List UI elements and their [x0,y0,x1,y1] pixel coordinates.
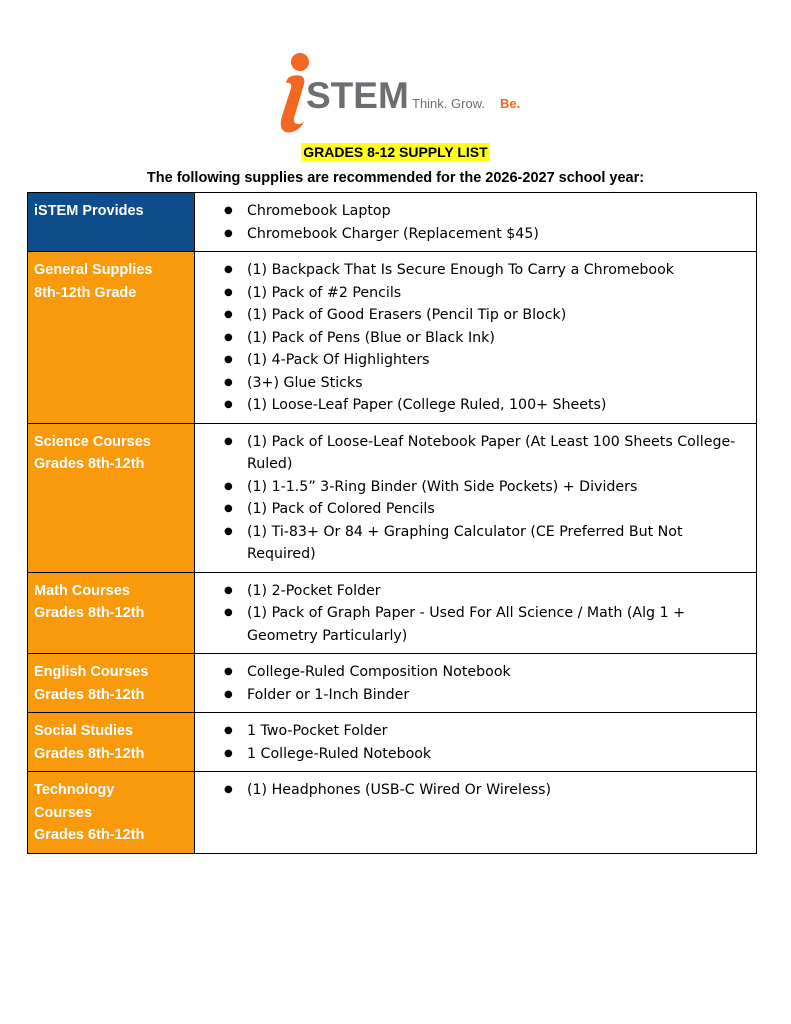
supply-item: ● Chromebook Laptop [195,200,746,223]
supply-item: ● (1) 1-1.5” 3-Ring Binder (With Side Pockets) + Dividers [195,476,746,499]
items-cell [195,423,757,572]
supply-item: ● (1) Pack of Loose-Leaf Notebook Paper (At Least 100 Sheets College-Ruled) [195,431,746,476]
supply-list [195,580,746,648]
category-cell [28,423,195,572]
supply-item: ● Folder or 1-Inch Binder [195,684,746,707]
category-label: Technology [34,782,115,798]
supply-row [28,572,757,654]
supply-item: ● (1) Headphones (USB-C Wired Or Wireless) [195,779,746,802]
supply-table-body [28,193,757,854]
logo-tagline: Think. Grow. [412,96,485,111]
supply-item: ● (1) Pack of #2 Pencils [195,282,746,305]
logo-i-dot [291,53,309,71]
supply-item: ● (1) Pack of Pens (Blue or Black Ink) [195,327,746,350]
category-cell [28,713,195,772]
items-cell [195,252,757,424]
supply-item: ● (1) Pack of Colored Pencils [195,498,746,521]
category-label: Science Courses [34,433,151,450]
supply-list [195,200,746,245]
category-cell [28,654,195,713]
category-label: iSTEM Provides [34,203,144,219]
supply-item: ● Chromebook Charger (Replacement $45) [195,223,746,246]
supply-list [195,259,746,417]
page-subtitle: The following supplies are recommended for the 2026-2027 school year: [146,170,645,186]
logo-brand-name: STEM [306,75,409,116]
supply-row [28,772,757,854]
items-cell [195,713,757,772]
items-cell [195,572,757,654]
logo-i-swoosh [281,75,305,132]
istem-logo-graphic [278,52,528,136]
supply-row [28,713,757,772]
category-label: Math Courses [34,582,130,599]
supply-row [28,423,757,572]
supply-item: ● (1) Pack of Good Erasers (Pencil Tip or Block) [195,304,746,327]
items-cell [195,654,757,713]
category-cell [28,252,195,424]
category-label: Social Studies [34,723,134,739]
category-label: Grades 6th-12th [34,827,145,843]
category-label: Grades 8th-12th [34,745,145,762]
category-label: Grades 8th-12th [34,605,145,621]
supply-item: ● 1 College-Ruled Notebook [195,743,746,766]
category-label: Grades 8th-12th [34,456,145,472]
page-title-wrapper [0,144,791,162]
category-cell [28,772,195,854]
category-label: English Courses [34,664,149,680]
supply-item: ● (1) 2-Pocket Folder [195,580,746,603]
supply-item: ● College-Ruled Composition Notebook [195,661,746,684]
items-cell [195,772,757,854]
istem-logo [278,52,528,136]
supply-row [28,654,757,713]
category-label: Grades 8th-12th [34,686,145,703]
supply-list [195,720,746,765]
category-label: 8th-12th Grade [34,284,137,301]
supply-item: ● (1) Backpack That Is Secure Enough To Carry a Chromebook [195,259,746,282]
supply-item: ● 1 Two-Pocket Folder [195,720,746,743]
supply-row [28,193,757,252]
category-label: General Supplies [34,262,153,278]
supply-item: ● (1) Pack of Graph Paper - Used For All Science / Math (Alg 1 + Geometry Particularly) [195,602,746,647]
supply-list [195,779,746,802]
category-cell [28,193,195,252]
supply-item: ● (1) Ti-83+ Or 84 + Graphing Calculator (CE Preferred But Not Required) [195,521,746,566]
supply-item: ● (1) 4-Pack Of Highlighters [195,349,746,372]
category-cell [28,572,195,654]
supply-table [27,192,757,854]
page-title: GRADES 8-12 SUPPLY LIST [303,144,488,160]
category-label: Courses [34,804,93,821]
supply-list [195,661,746,706]
items-cell [195,193,757,252]
supply-row [28,252,757,424]
logo-tagline-emphasis: Be. [500,96,521,111]
supply-item: ● (3+) Glue Sticks [195,372,746,395]
supply-list [195,431,746,566]
supply-item: ● (1) Loose-Leaf Paper (College Ruled, 100+ Sheets) [195,394,746,417]
